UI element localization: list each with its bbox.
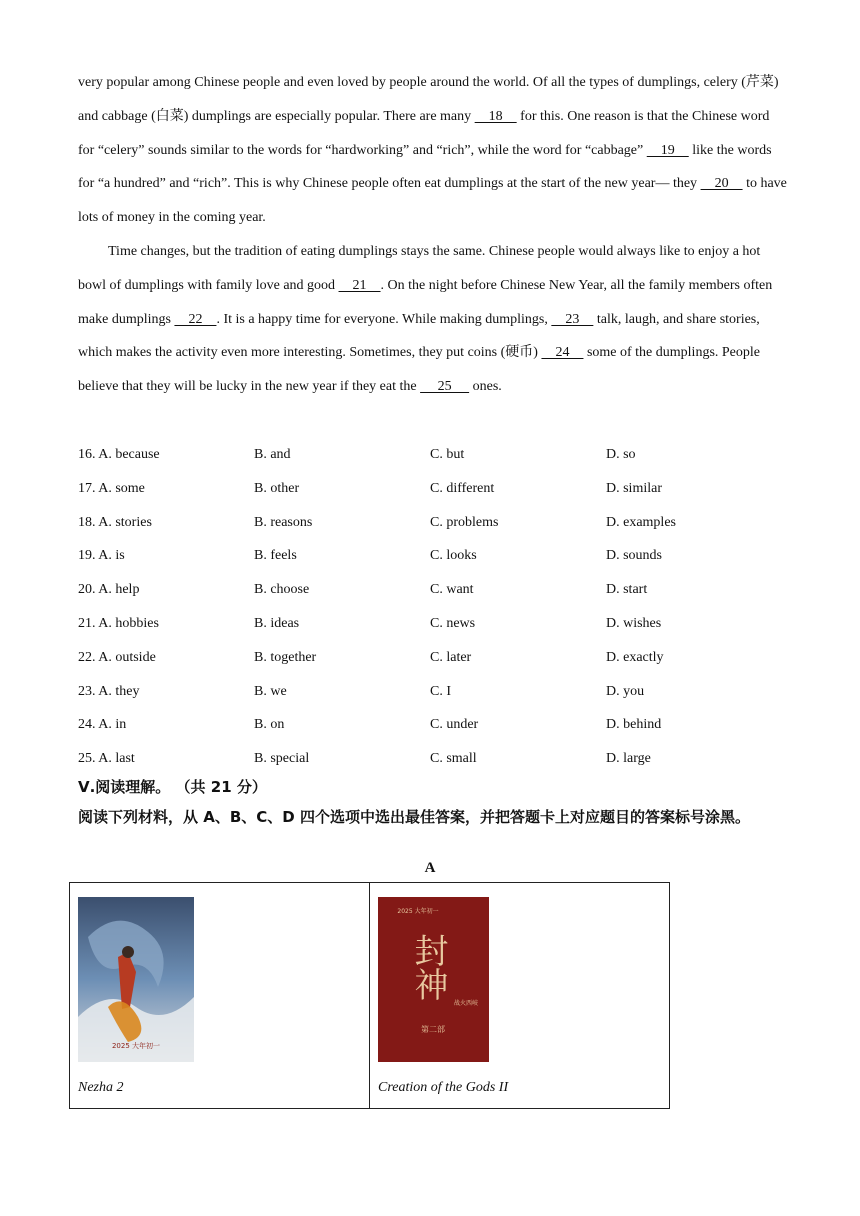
option-d: D. examples — [606, 514, 676, 530]
option-b: B. and — [254, 447, 291, 462]
option-d: D. sounds — [606, 548, 663, 564]
option-c: C. but — [430, 447, 465, 462]
svg-text:战火西岐: 战火西岐 — [453, 1000, 479, 1007]
creation-of-the-gods-poster-image — [378, 897, 489, 1062]
option-row-24 — [78, 708, 778, 742]
blank-22: 22 — [174, 311, 217, 327]
option-b: B. other — [254, 480, 300, 496]
film-table — [69, 882, 670, 1109]
options-list — [78, 438, 778, 776]
svg-text:2025 大年初一: 2025 大年初一 — [397, 908, 439, 915]
option-row-19 — [78, 539, 778, 573]
option-a: 19. A. is — [78, 548, 125, 564]
blank-23: 23 — [551, 311, 594, 327]
svg-text:第二部: 第二部 — [421, 1025, 445, 1034]
option-c: C. want — [430, 582, 474, 598]
option-row-17 — [78, 472, 778, 506]
section-title: Ⅴ.阅读理解。 （共 21 分） — [78, 778, 267, 796]
option-a: 24. A. in — [78, 717, 127, 733]
svg-text:2025 大年初一: 2025 大年初一 — [111, 1042, 161, 1050]
svg-text:封神: 封神 — [408, 933, 448, 1001]
option-b: B. special — [254, 751, 310, 767]
blank-18: 18 — [474, 108, 517, 124]
cloze-paragraph-2: Time changes, but the tradition of eating dumplings stays the same. Chinese people would always like to enjoy a hot bowl of dumplings with family love and good 21 . On the night before Chinese New Year, all the family members often make dumplings 22 . It is a happy time for everyone. While making dumplings, 23 talk, laugh, and share stories, which makes the activity even more interesting. Sometimes, they put coins (硬币) 24 some of the dumplings. People believe that they will be lucky in the new year if they eat the 25 ones. — [78, 244, 773, 395]
passage-label: A — [424, 860, 436, 876]
option-row-23 — [78, 675, 778, 709]
section-instructions: 阅读下列材料，从 A、B、C、D 四个选项中选出最佳答案，并把答题卡上对应题目的答案标号涂黑。 — [78, 808, 750, 826]
option-b: B. on — [254, 717, 285, 733]
option-b: B. reasons — [254, 514, 313, 530]
option-a: 21. A. hobbies — [78, 615, 159, 631]
option-d: D. so — [606, 447, 636, 462]
option-row-20 — [78, 573, 778, 607]
option-b: B. ideas — [254, 615, 300, 631]
option-d: D. similar — [606, 480, 662, 496]
blank-21: 21 — [338, 277, 381, 293]
option-a: 20. A. help — [78, 582, 140, 598]
cloze-paragraph-1: very popular among Chinese people and even loved by people around the world. Of all the types of dumplings, celery (芹菜) and cabbage (白菜) dumplings are especially popular. There are many 18 for this. One reason is that the Chinese word for “celery” sounds similar to the words for “hardworking” and “rich”, while the word for “cabbage” 19 like the words for “a hundred” and “rich”. This is why Chinese people often eat dumplings at the start of the new year— they 20 to have lots of money in the coming year. — [78, 75, 787, 226]
film-cell-nezha — [70, 883, 370, 1109]
option-b: B. choose — [254, 582, 310, 598]
option-c: C. news — [430, 615, 476, 631]
option-row-25 — [78, 742, 778, 776]
blank-24: 24 — [541, 345, 584, 361]
option-row-16 — [78, 438, 778, 472]
option-c: C. small — [430, 751, 477, 767]
option-c: C. I — [430, 683, 451, 699]
nezha-poster-image — [78, 897, 194, 1062]
film-caption-creation-of-the-gods: Creation of the Gods II — [378, 1080, 509, 1095]
option-a: 25. A. last — [78, 751, 135, 767]
blank-20: 20 — [700, 176, 743, 192]
option-d: D. large — [606, 751, 651, 767]
option-a: 17. A. some — [78, 480, 145, 496]
option-a: 18. A. stories — [78, 514, 152, 530]
option-b: B. we — [254, 683, 287, 699]
blank-25: 25 — [420, 379, 470, 395]
film-cell-creation-of-the-gods — [370, 883, 670, 1109]
option-row-22 — [78, 641, 778, 675]
option-d: D. wishes — [606, 615, 662, 631]
option-b: B. feels — [254, 548, 297, 564]
option-c: C. under — [430, 717, 479, 733]
option-c: C. different — [430, 480, 495, 496]
option-row-18 — [78, 506, 778, 540]
option-c: C. later — [430, 649, 472, 665]
option-row-21 — [78, 607, 778, 641]
option-c: C. looks — [430, 548, 477, 564]
option-d: D. behind — [606, 717, 662, 733]
option-c: C. problems — [430, 514, 499, 530]
option-d: D. you — [606, 683, 645, 699]
option-a: 16. A. because — [78, 447, 160, 462]
option-b: B. together — [254, 649, 317, 665]
option-a: 23. A. they — [78, 683, 140, 699]
blank-19: 19 — [646, 142, 689, 158]
option-d: D. exactly — [606, 649, 664, 665]
option-d: D. start — [606, 582, 648, 598]
option-a: 22. A. outside — [78, 649, 156, 665]
film-caption-nezha: Nezha 2 — [78, 1080, 124, 1095]
